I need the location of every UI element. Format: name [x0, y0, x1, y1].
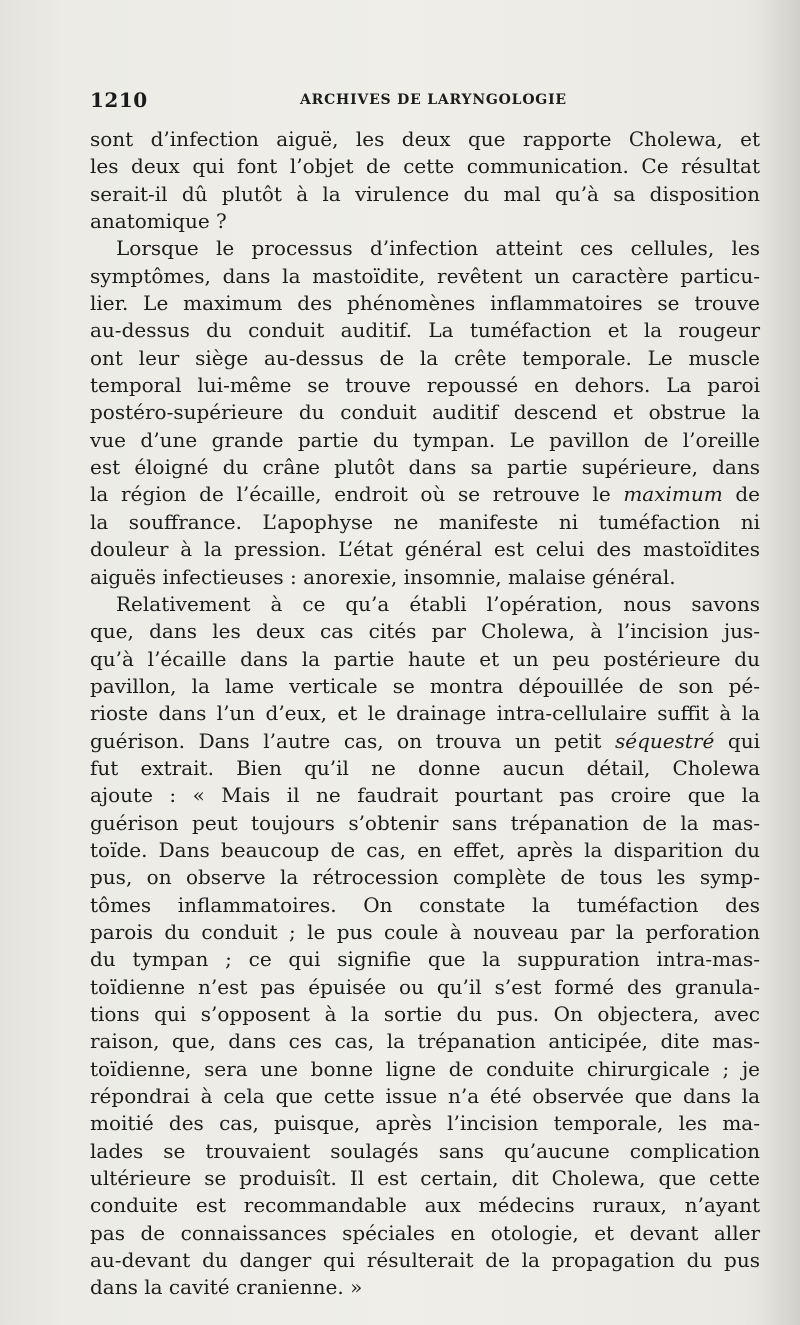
- text-line: rioste dans l’un d’eux, et le drainage intra-cellulaire suffit à la: [90, 701, 760, 726]
- text-line: douleur à la pression. L’état général est celui des mastoïdites: [90, 537, 760, 562]
- page-number: 1210: [90, 88, 148, 112]
- text-line: du tympan ; ce qui signifie que la suppuration intra-mas-: [90, 947, 760, 972]
- text-segment: la région de l’écaille, endroit où se retrouve le: [90, 482, 611, 507]
- text-line: ont leur siège au-dessus de la crête temporale. Le muscle: [90, 345, 760, 370]
- text-line: conduite est recommandable aux médecins ruraux, n’ayant: [90, 1193, 760, 1218]
- text-line: au-dessus du conduit auditif. La tuméfaction et la rougeur: [90, 318, 760, 343]
- text-line: guérison peut toujours s’obtenir sans trépanation de la mas-: [90, 810, 760, 835]
- text-line: Relativement à ce qu’a établi l’opération, nous savons: [116, 591, 760, 616]
- text-segment: guérison. Dans l’autre cas, on trouva un petit: [90, 728, 602, 753]
- text-line: tômes inflammatoires. On constate la tuméfaction des: [90, 892, 760, 917]
- text-line: lades se trouvaient soulagés sans qu’aucune complication: [90, 1138, 760, 1163]
- text-line: moitié des cas, puisque, après l’incision temporale, les ma-: [90, 1111, 760, 1136]
- text-line: vue d’une grande partie du tympan. Le pavillon de l’oreille: [90, 427, 760, 452]
- text-line: sont d’infection aiguë, les deux que rapporte Cholewa, et: [90, 127, 760, 151]
- text-line: fut extrait. Bien qu’il ne donne aucun détail, Cholewa: [90, 755, 760, 780]
- text-line: pas de connaissances spéciales en otologie, et devant aller: [90, 1220, 760, 1245]
- text-line-with-italic: [90, 481, 760, 508]
- text-line: temporal lui-même se trouve repoussé en dehors. La paroi: [90, 373, 760, 398]
- text-line: qu’à l’écaille dans la partie haute et un peu postérieure du: [90, 646, 760, 671]
- running-head: ARCHIVES DE LARYNGOLOGIE: [300, 92, 567, 108]
- text-line: tions qui s’opposent à la sortie du pus. On objectera, avec: [90, 1002, 760, 1026]
- text-line: anatomique ?: [90, 209, 227, 234]
- text-line: postéro-supérieure du conduit auditif descend et obstrue la: [90, 400, 760, 425]
- text-line: dans la cavité cranienne. »: [90, 1275, 363, 1300]
- text-line: aiguës infectieuses : anorexie, insomnie, malaise général.: [90, 564, 676, 589]
- text-line: est éloigné du crâne plutôt dans sa partie supérieure, dans: [90, 455, 760, 480]
- text-line: raison, que, dans ces cas, la trépanation anticipée, dite mas-: [90, 1029, 760, 1054]
- text-line: au-devant du danger qui résulterait de la propagation du pus: [90, 1248, 760, 1273]
- text-line: serait-il dû plutôt à la virulence du mal qu’à sa disposition: [90, 181, 760, 206]
- text-segment: qui: [727, 728, 760, 753]
- page-header: [90, 88, 750, 114]
- text-line: ultérieure se produisît. Il est certain, dit Cholewa, que cette: [90, 1166, 760, 1191]
- text-line: les deux qui font l’objet de cette communication. Ce résultat: [90, 154, 760, 179]
- text-segment: de: [735, 482, 760, 507]
- text-line: parois du conduit ; le pus coule à nouveau par la perforation: [90, 919, 760, 944]
- text-line: symptômes, dans la mastoïdite, revêtent un caractère particu-: [90, 263, 760, 288]
- text-line: répondrai à cela que cette issue n’a été observée que dans la: [90, 1084, 760, 1109]
- text-line: pavillon, la lame verticale se montra dépouillée de son pé-: [90, 673, 760, 698]
- text-line: pus, on observe la rétrocession complète de tous les symp-: [90, 865, 760, 890]
- text-line: toïdienne n’est pas épuisée ou qu’il s’est formé des granula-: [90, 974, 760, 999]
- text-line: la souffrance. L’apophyse ne manifeste ni tuméfaction ni: [90, 509, 760, 534]
- italic-word: maximum: [623, 482, 723, 507]
- text-line: toïdienne, sera une bonne ligne de conduite chirurgicale ; je: [90, 1056, 760, 1081]
- italic-word: séquestré: [615, 728, 715, 753]
- body-text: [90, 126, 760, 1302]
- text-line: lier. Le maximum des phénomènes inflammatoires se trouve: [90, 291, 760, 316]
- text-line: que, dans les deux cas cités par Cholewa, à l’incision jus-: [90, 619, 760, 644]
- scan-edge-shadow: [760, 0, 800, 1325]
- text-line-with-italic: [90, 728, 760, 755]
- text-line: ajoute : « Mais il ne faudrait pourtant pas croire que la: [90, 783, 760, 808]
- text-line: Lorsque le processus d’infection atteint ces cellules, les: [116, 236, 760, 261]
- text-line: toïde. Dans beaucoup de cas, en effet, après la disparition du: [90, 837, 760, 862]
